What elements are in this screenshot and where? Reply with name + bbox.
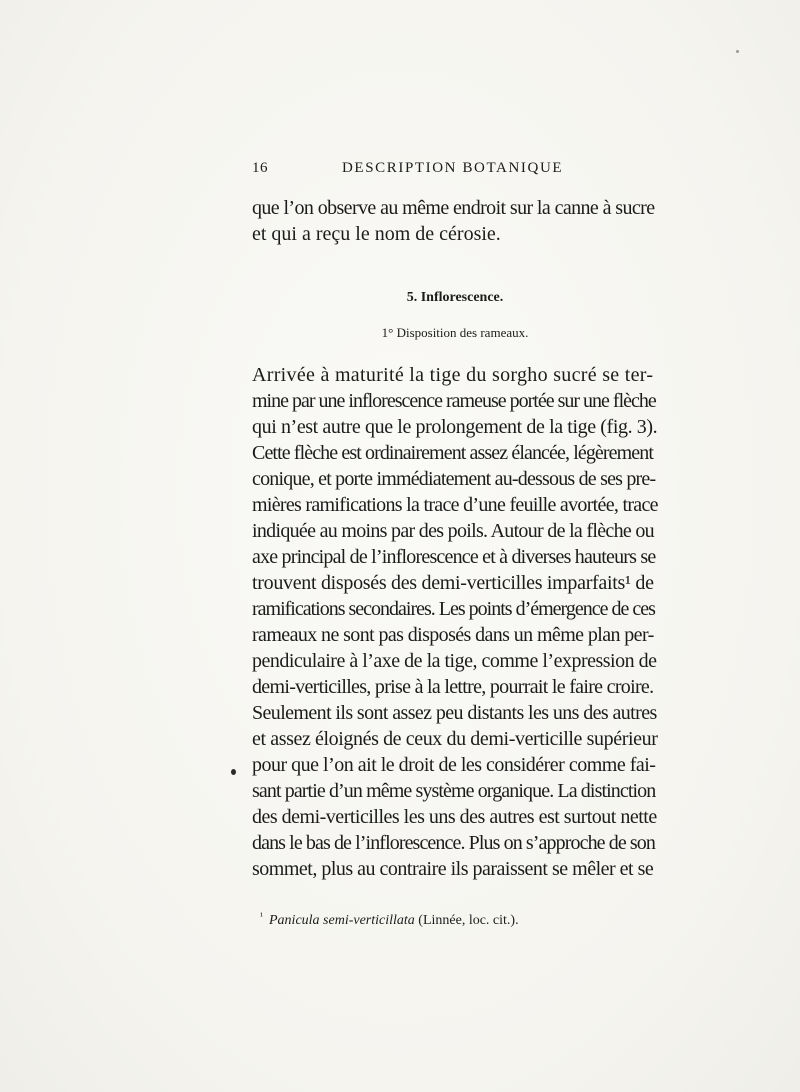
footnote-marker: ¹ xyxy=(260,911,263,922)
text-line: ramifications secondaires. Les points d’émergence de ces xyxy=(252,598,655,620)
text-line: trouvent disposés des demi-verticilles imparfaits¹ de xyxy=(252,572,654,594)
text-line: pour que l’on ait le droit de les considérer comme fai- xyxy=(252,754,656,776)
ink-spot xyxy=(231,769,236,775)
subsection-title: 1° Disposition des rameaux. xyxy=(381,325,529,340)
footnote-text: (Linnée, loc. cit.). xyxy=(414,913,519,928)
text-line: qui n’est autre que le prolongement de la tige (fig. 3). xyxy=(252,416,658,438)
running-title: DESCRIPTION BOTANIQUE xyxy=(342,160,564,176)
text-line: mine par une inflorescence rameuse portée sur une flèche xyxy=(252,390,656,412)
footnote xyxy=(260,911,660,929)
text-line: rameaux ne sont pas disposés dans un même plan per- xyxy=(252,624,654,646)
text-line: Cette flèche est ordinairement assez élancée, légèrement xyxy=(252,442,654,464)
text-line: sommet, plus au contraire ils paraissent se mêler et se xyxy=(252,858,654,880)
text-line: et qui a reçu le nom de cérosie. xyxy=(252,223,501,245)
text-line: des demi-verticilles les uns des autres est surtout nette xyxy=(252,806,657,828)
text-line: indiquée au moins par des poils. Autour de la flèche ou xyxy=(252,520,654,542)
text-line: dans le bas de l’inflorescence. Plus on s’approche de son xyxy=(252,832,656,854)
section-title: 5. Inflorescence. xyxy=(406,290,504,305)
text-line: Arrivée à maturité la tige du sorgho sucré se ter- xyxy=(252,364,654,386)
text-line: axe principal de l’inflorescence et à diverses hauteurs se xyxy=(252,546,656,568)
page-number: 16 xyxy=(252,160,268,176)
text-line: que l’on observe au même endroit sur la canne à sucre xyxy=(252,197,655,219)
ink-spot xyxy=(736,50,739,53)
footnote-italic-text: Panicula semi-verticillata xyxy=(269,913,415,928)
text-line: sant partie d’un même système organique. La distinction xyxy=(252,780,656,802)
text-line: demi-verticilles, prise à la lettre, pourrait le faire croire. xyxy=(252,676,654,698)
text-line: conique, et porte immédiatement au-dessous de ses pre- xyxy=(252,468,656,490)
text-line: Seulement ils sont assez peu distants les uns des autres xyxy=(252,702,657,724)
page-header xyxy=(252,160,658,184)
text-line: mières ramifications la trace d’une feuille avortée, trace xyxy=(252,494,658,516)
text-line: et assez éloignés de ceux du demi-verticille supérieur xyxy=(252,728,658,750)
text-line: pendiculaire à l’axe de la tige, comme l’expression de xyxy=(252,650,657,672)
